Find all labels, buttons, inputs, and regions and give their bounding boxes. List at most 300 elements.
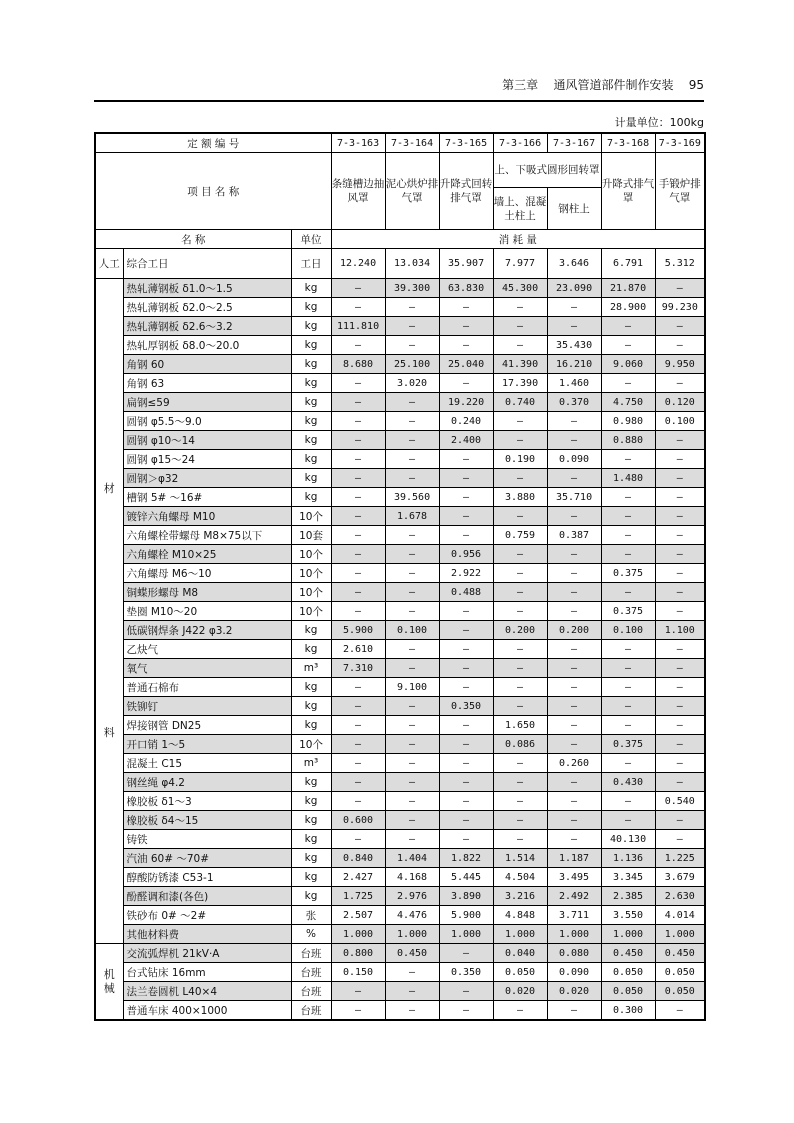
materials-value: — xyxy=(493,659,547,678)
chapter-label: 第三章 xyxy=(502,78,539,92)
materials-name: 角钢 60 xyxy=(123,355,291,374)
materials-value: — xyxy=(655,659,705,678)
materials-value: — xyxy=(439,374,493,393)
materials-unit: 10个 xyxy=(291,602,331,621)
materials-unit: kg xyxy=(291,488,331,507)
materials-value: — xyxy=(331,469,385,488)
materials-value: — xyxy=(331,716,385,735)
materials-value: — xyxy=(547,564,601,583)
materials-value: — xyxy=(655,526,705,545)
materials-value: 7.310 xyxy=(331,659,385,678)
materials-value: — xyxy=(331,431,385,450)
materials-value: 0.375 xyxy=(601,602,655,621)
materials-value: — xyxy=(601,678,655,697)
materials-value: — xyxy=(493,602,547,621)
labor-unit: 工日 xyxy=(291,249,331,279)
materials-unit: m³ xyxy=(291,659,331,678)
materials-unit: 10套 xyxy=(291,526,331,545)
materials-value: — xyxy=(601,583,655,602)
materials-value: 1.404 xyxy=(385,849,439,868)
materials-unit: kg xyxy=(291,469,331,488)
materials-row xyxy=(95,279,705,298)
item-name-cell: 升降式回转排气罩 xyxy=(439,153,493,230)
materials-name: 铜蝶形螺母 M8 xyxy=(123,583,291,602)
materials-name: 圆钢＞φ32 xyxy=(123,469,291,488)
materials-row xyxy=(95,450,705,469)
machinery-category-char: 机 xyxy=(103,967,115,981)
materials-value: — xyxy=(385,735,439,754)
machinery-value: — xyxy=(439,944,493,963)
material-category xyxy=(95,279,123,944)
materials-value: — xyxy=(655,735,705,754)
machinery-value: 0.050 xyxy=(601,963,655,982)
materials-value: — xyxy=(655,811,705,830)
materials-unit: 10个 xyxy=(291,564,331,583)
materials-value: — xyxy=(493,298,547,317)
materials-value: — xyxy=(493,583,547,602)
machinery-name: 台式钻床 16mm xyxy=(123,963,291,982)
materials-value: — xyxy=(385,659,439,678)
materials-value: 25.100 xyxy=(385,355,439,374)
materials-value: 0.120 xyxy=(655,393,705,412)
labor-category: 人工 xyxy=(95,249,123,279)
materials-value: — xyxy=(331,393,385,412)
machinery-value: — xyxy=(655,1001,705,1021)
materials-unit: 10个 xyxy=(291,545,331,564)
materials-value: — xyxy=(331,602,385,621)
materials-value: — xyxy=(385,412,439,431)
materials-value: — xyxy=(493,678,547,697)
materials-value: 4.014 xyxy=(655,906,705,925)
labor-value: 3.646 xyxy=(547,249,601,279)
materials-row xyxy=(95,431,705,450)
materials-value: 45.300 xyxy=(493,279,547,298)
materials-value: 0.387 xyxy=(547,526,601,545)
materials-unit: 张 xyxy=(291,906,331,925)
materials-value: 0.370 xyxy=(547,393,601,412)
page-number: 95 xyxy=(688,78,704,92)
material-category-char: 材 xyxy=(103,482,115,495)
materials-value: — xyxy=(385,545,439,564)
materials-value: 35.430 xyxy=(547,336,601,355)
materials-value: 1.514 xyxy=(493,849,547,868)
machinery-value: — xyxy=(331,982,385,1001)
machinery-value: — xyxy=(493,1001,547,1021)
materials-value: — xyxy=(493,773,547,792)
materials-value: — xyxy=(493,830,547,849)
materials-value: — xyxy=(493,792,547,811)
materials-value: 0.190 xyxy=(493,450,547,469)
materials-value: — xyxy=(547,583,601,602)
machinery-value: — xyxy=(439,1001,493,1021)
materials-unit: kg xyxy=(291,621,331,640)
labor-value: 12.240 xyxy=(331,249,385,279)
materials-value: — xyxy=(385,583,439,602)
materials-value: — xyxy=(655,678,705,697)
materials-value: 5.445 xyxy=(439,868,493,887)
materials-value: 1.136 xyxy=(601,849,655,868)
materials-value: — xyxy=(655,488,705,507)
materials-name: 垫圈 M10～20 xyxy=(123,602,291,621)
machinery-value: 0.080 xyxy=(547,944,601,963)
materials-value: 2.507 xyxy=(331,906,385,925)
materials-unit: kg xyxy=(291,298,331,317)
item-name-label: 项 目 名 称 xyxy=(95,153,331,230)
materials-value: 3.020 xyxy=(385,374,439,393)
col-name-header: 名 称 xyxy=(95,230,291,249)
machinery-value: — xyxy=(439,982,493,1001)
materials-unit: kg xyxy=(291,317,331,336)
materials-value: 1.650 xyxy=(493,716,547,735)
materials-unit: kg xyxy=(291,773,331,792)
materials-row xyxy=(95,374,705,393)
materials-value: 23.090 xyxy=(547,279,601,298)
materials-value: — xyxy=(601,374,655,393)
materials-value: 21.870 xyxy=(601,279,655,298)
code-cell: 7-3-169 xyxy=(655,133,705,153)
materials-name: 圆钢 φ15～24 xyxy=(123,450,291,469)
materials-value: 0.100 xyxy=(655,412,705,431)
materials-value: — xyxy=(331,735,385,754)
materials-value: — xyxy=(439,830,493,849)
materials-name: 橡胶板 δ1～3 xyxy=(123,792,291,811)
machinery-row xyxy=(95,1001,705,1021)
machinery-value: 0.090 xyxy=(547,963,601,982)
materials-unit: kg xyxy=(291,374,331,393)
materials-value: 4.750 xyxy=(601,393,655,412)
materials-value: — xyxy=(655,336,705,355)
materials-value: — xyxy=(493,507,547,526)
machinery-value: 0.040 xyxy=(493,944,547,963)
materials-unit: kg xyxy=(291,393,331,412)
materials-value: — xyxy=(439,621,493,640)
labor-value: 5.312 xyxy=(655,249,705,279)
materials-value: 1.000 xyxy=(493,925,547,944)
materials-value: — xyxy=(601,450,655,469)
materials-value: — xyxy=(547,545,601,564)
materials-value: — xyxy=(547,773,601,792)
materials-value: 4.476 xyxy=(385,906,439,925)
labor-row xyxy=(95,249,705,279)
code-cell: 7-3-166 xyxy=(493,133,547,153)
materials-value: — xyxy=(547,716,601,735)
materials-name: 乙炔气 xyxy=(123,640,291,659)
materials-value: 2.630 xyxy=(655,887,705,906)
materials-value: — xyxy=(439,298,493,317)
machinery-unit: 台班 xyxy=(291,963,331,982)
materials-name: 热轧薄钢板 δ2.0～2.5 xyxy=(123,298,291,317)
materials-value: 1.000 xyxy=(385,925,439,944)
materials-value: 4.848 xyxy=(493,906,547,925)
materials-row xyxy=(95,469,705,488)
materials-value: 2.492 xyxy=(547,887,601,906)
materials-value: 2.610 xyxy=(331,640,385,659)
item-name-cell: 泥心烘炉排气罩 xyxy=(385,153,439,230)
materials-value: — xyxy=(655,450,705,469)
materials-value: 1.725 xyxy=(331,887,385,906)
materials-value: 63.830 xyxy=(439,279,493,298)
materials-value: — xyxy=(547,697,601,716)
materials-value: — xyxy=(439,317,493,336)
materials-row xyxy=(95,697,705,716)
materials-value: 99.230 xyxy=(655,298,705,317)
materials-value: 0.759 xyxy=(493,526,547,545)
materials-value: 0.100 xyxy=(385,621,439,640)
materials-value: — xyxy=(439,792,493,811)
machinery-name: 法兰卷圆机 L40×4 xyxy=(123,982,291,1001)
materials-row xyxy=(95,412,705,431)
machinery-value: 0.020 xyxy=(547,982,601,1001)
materials-unit: kg xyxy=(291,868,331,887)
page-header xyxy=(94,70,704,102)
materials-value: 1.480 xyxy=(601,469,655,488)
materials-name: 圆钢 φ5.5～9.0 xyxy=(123,412,291,431)
materials-value: 111.810 xyxy=(331,317,385,336)
code-label: 定 额 编 号 xyxy=(95,133,331,153)
materials-name: 镀锌六角螺母 M10 xyxy=(123,507,291,526)
machinery-name: 普通车床 400×1000 xyxy=(123,1001,291,1021)
materials-unit: 10个 xyxy=(291,583,331,602)
materials-value: 3.550 xyxy=(601,906,655,925)
materials-value: — xyxy=(385,716,439,735)
code-cell: 7-3-167 xyxy=(547,133,601,153)
machinery-value: 0.050 xyxy=(493,963,547,982)
materials-value: 1.460 xyxy=(547,374,601,393)
materials-value: 41.390 xyxy=(493,355,547,374)
materials-name: 热轧薄钢板 δ2.6～3.2 xyxy=(123,317,291,336)
materials-unit: 10个 xyxy=(291,507,331,526)
machinery-row xyxy=(95,944,705,963)
machinery-value: — xyxy=(385,963,439,982)
code-cell: 7-3-165 xyxy=(439,133,493,153)
materials-value: — xyxy=(439,716,493,735)
materials-name: 热轧薄钢板 δ1.0～1.5 xyxy=(123,279,291,298)
materials-unit: kg xyxy=(291,792,331,811)
materials-row xyxy=(95,640,705,659)
machinery-value: — xyxy=(385,982,439,1001)
machinery-value: — xyxy=(331,1001,385,1021)
materials-value: — xyxy=(385,602,439,621)
materials-name: 圆钢 φ10～14 xyxy=(123,431,291,450)
machinery-value: 0.450 xyxy=(385,944,439,963)
materials-value: 1.100 xyxy=(655,621,705,640)
materials-value: — xyxy=(547,640,601,659)
materials-value: 1.000 xyxy=(331,925,385,944)
materials-value: — xyxy=(655,469,705,488)
materials-value: 2.385 xyxy=(601,887,655,906)
materials-value: — xyxy=(331,507,385,526)
col-consumption-header: 消 耗 量 xyxy=(331,230,705,249)
code-cell: 7-3-163 xyxy=(331,133,385,153)
materials-value: — xyxy=(331,374,385,393)
materials-value: — xyxy=(331,336,385,355)
materials-row xyxy=(95,564,705,583)
materials-row xyxy=(95,754,705,773)
materials-value: — xyxy=(439,640,493,659)
materials-value: 1.000 xyxy=(439,925,493,944)
materials-value: — xyxy=(385,697,439,716)
materials-value: — xyxy=(547,431,601,450)
materials-row xyxy=(95,507,705,526)
materials-value: — xyxy=(331,697,385,716)
item-name-cell: 手锻炉排气罩 xyxy=(655,153,705,230)
materials-value: — xyxy=(331,412,385,431)
materials-name: 槽钢 5# ～16# xyxy=(123,488,291,507)
labor-value: 13.034 xyxy=(385,249,439,279)
materials-value: — xyxy=(385,830,439,849)
materials-value: — xyxy=(547,507,601,526)
materials-value: — xyxy=(493,640,547,659)
materials-value: — xyxy=(655,317,705,336)
materials-value: 35.710 xyxy=(547,488,601,507)
materials-value: — xyxy=(439,526,493,545)
materials-row xyxy=(95,887,705,906)
machinery-unit: 台班 xyxy=(291,1001,331,1021)
machinery-value: 0.020 xyxy=(493,982,547,1001)
materials-value: 9.950 xyxy=(655,355,705,374)
materials-value: — xyxy=(439,488,493,507)
materials-value: — xyxy=(385,773,439,792)
materials-row xyxy=(95,621,705,640)
materials-value: — xyxy=(331,773,385,792)
materials-value: 3.711 xyxy=(547,906,601,925)
item-name-cell: 条缝槽边抽风罩 xyxy=(331,153,385,230)
materials-row xyxy=(95,811,705,830)
materials-name: 六角螺栓 M10×25 xyxy=(123,545,291,564)
materials-value: — xyxy=(385,298,439,317)
materials-row xyxy=(95,602,705,621)
materials-value: — xyxy=(547,830,601,849)
materials-value: — xyxy=(493,754,547,773)
materials-value: 0.240 xyxy=(439,412,493,431)
materials-row xyxy=(95,659,705,678)
materials-value: — xyxy=(547,659,601,678)
materials-value: — xyxy=(547,792,601,811)
materials-value: — xyxy=(439,469,493,488)
materials-value: 3.880 xyxy=(493,488,547,507)
materials-value: — xyxy=(385,450,439,469)
materials-row xyxy=(95,925,705,944)
materials-name: 铁铆钉 xyxy=(123,697,291,716)
materials-unit: kg xyxy=(291,431,331,450)
materials-row xyxy=(95,792,705,811)
materials-value: — xyxy=(331,450,385,469)
materials-name: 汽油 60# ～70# xyxy=(123,849,291,868)
machinery-value: 0.150 xyxy=(331,963,385,982)
quota-table xyxy=(94,132,706,1021)
materials-value: — xyxy=(655,583,705,602)
materials-value: — xyxy=(601,811,655,830)
machinery-value: 0.050 xyxy=(601,982,655,1001)
materials-row xyxy=(95,868,705,887)
materials-value: — xyxy=(547,298,601,317)
materials-row xyxy=(95,526,705,545)
group-label: 上、下吸式圆形回转罩 xyxy=(493,153,601,188)
materials-value: — xyxy=(331,564,385,583)
materials-value: 2.976 xyxy=(385,887,439,906)
materials-value: 0.840 xyxy=(331,849,385,868)
materials-value: — xyxy=(655,545,705,564)
materials-name: 铸铁 xyxy=(123,830,291,849)
materials-value: 0.375 xyxy=(601,564,655,583)
materials-row xyxy=(95,545,705,564)
materials-value: — xyxy=(385,811,439,830)
materials-name: 其他材料费 xyxy=(123,925,291,944)
materials-value: 1.000 xyxy=(601,925,655,944)
material-category-char: 料 xyxy=(103,726,115,739)
materials-value: — xyxy=(439,450,493,469)
materials-row xyxy=(95,336,705,355)
materials-name: 热轧厚钢板 δ8.0～20.0 xyxy=(123,336,291,355)
materials-value: 0.090 xyxy=(547,450,601,469)
materials-value: 0.200 xyxy=(493,621,547,640)
materials-value: — xyxy=(547,469,601,488)
materials-value: 3.679 xyxy=(655,868,705,887)
materials-value: 5.900 xyxy=(439,906,493,925)
materials-value: — xyxy=(439,678,493,697)
item-name-cell: 钢柱上 xyxy=(547,188,601,230)
materials-value: 19.220 xyxy=(439,393,493,412)
materials-value: — xyxy=(493,469,547,488)
materials-row xyxy=(95,830,705,849)
materials-name: 铁砂布 0# ～2# xyxy=(123,906,291,925)
materials-value: — xyxy=(655,564,705,583)
materials-name: 焊接钢管 DN25 xyxy=(123,716,291,735)
materials-unit: kg xyxy=(291,412,331,431)
materials-value: — xyxy=(493,317,547,336)
machinery-value: 0.350 xyxy=(439,963,493,982)
materials-value: 0.540 xyxy=(655,792,705,811)
materials-value: — xyxy=(331,830,385,849)
materials-row xyxy=(95,355,705,374)
materials-value: — xyxy=(601,716,655,735)
materials-value: — xyxy=(331,754,385,773)
materials-value: — xyxy=(493,564,547,583)
materials-value: 28.900 xyxy=(601,298,655,317)
item-name-row-1 xyxy=(95,153,705,188)
materials-value: 2.922 xyxy=(439,564,493,583)
materials-value: — xyxy=(439,773,493,792)
machinery-value: 0.050 xyxy=(655,963,705,982)
materials-value: — xyxy=(331,526,385,545)
unit-note: 计量单位：100kg xyxy=(614,116,704,129)
materials-value: 16.210 xyxy=(547,355,601,374)
materials-value: 3.890 xyxy=(439,887,493,906)
materials-value: — xyxy=(493,431,547,450)
materials-value: — xyxy=(601,317,655,336)
materials-name: 低碳钢焊条 J422 φ3.2 xyxy=(123,621,291,640)
materials-value: — xyxy=(493,811,547,830)
materials-value: 39.300 xyxy=(385,279,439,298)
materials-value: 5.900 xyxy=(331,621,385,640)
col-unit-header: 单位 xyxy=(291,230,331,249)
materials-unit: kg xyxy=(291,450,331,469)
materials-row xyxy=(95,716,705,735)
materials-value: — xyxy=(331,545,385,564)
materials-value: — xyxy=(439,811,493,830)
machinery-value: 0.450 xyxy=(655,944,705,963)
materials-value: — xyxy=(331,678,385,697)
machinery-category xyxy=(95,944,123,1021)
materials-value: 0.880 xyxy=(601,431,655,450)
machinery-value: — xyxy=(385,1001,439,1021)
materials-value: 0.600 xyxy=(331,811,385,830)
materials-value: — xyxy=(655,279,705,298)
materials-value: 0.086 xyxy=(493,735,547,754)
materials-value: — xyxy=(601,697,655,716)
materials-unit: kg xyxy=(291,716,331,735)
labor-value: 35.907 xyxy=(439,249,493,279)
